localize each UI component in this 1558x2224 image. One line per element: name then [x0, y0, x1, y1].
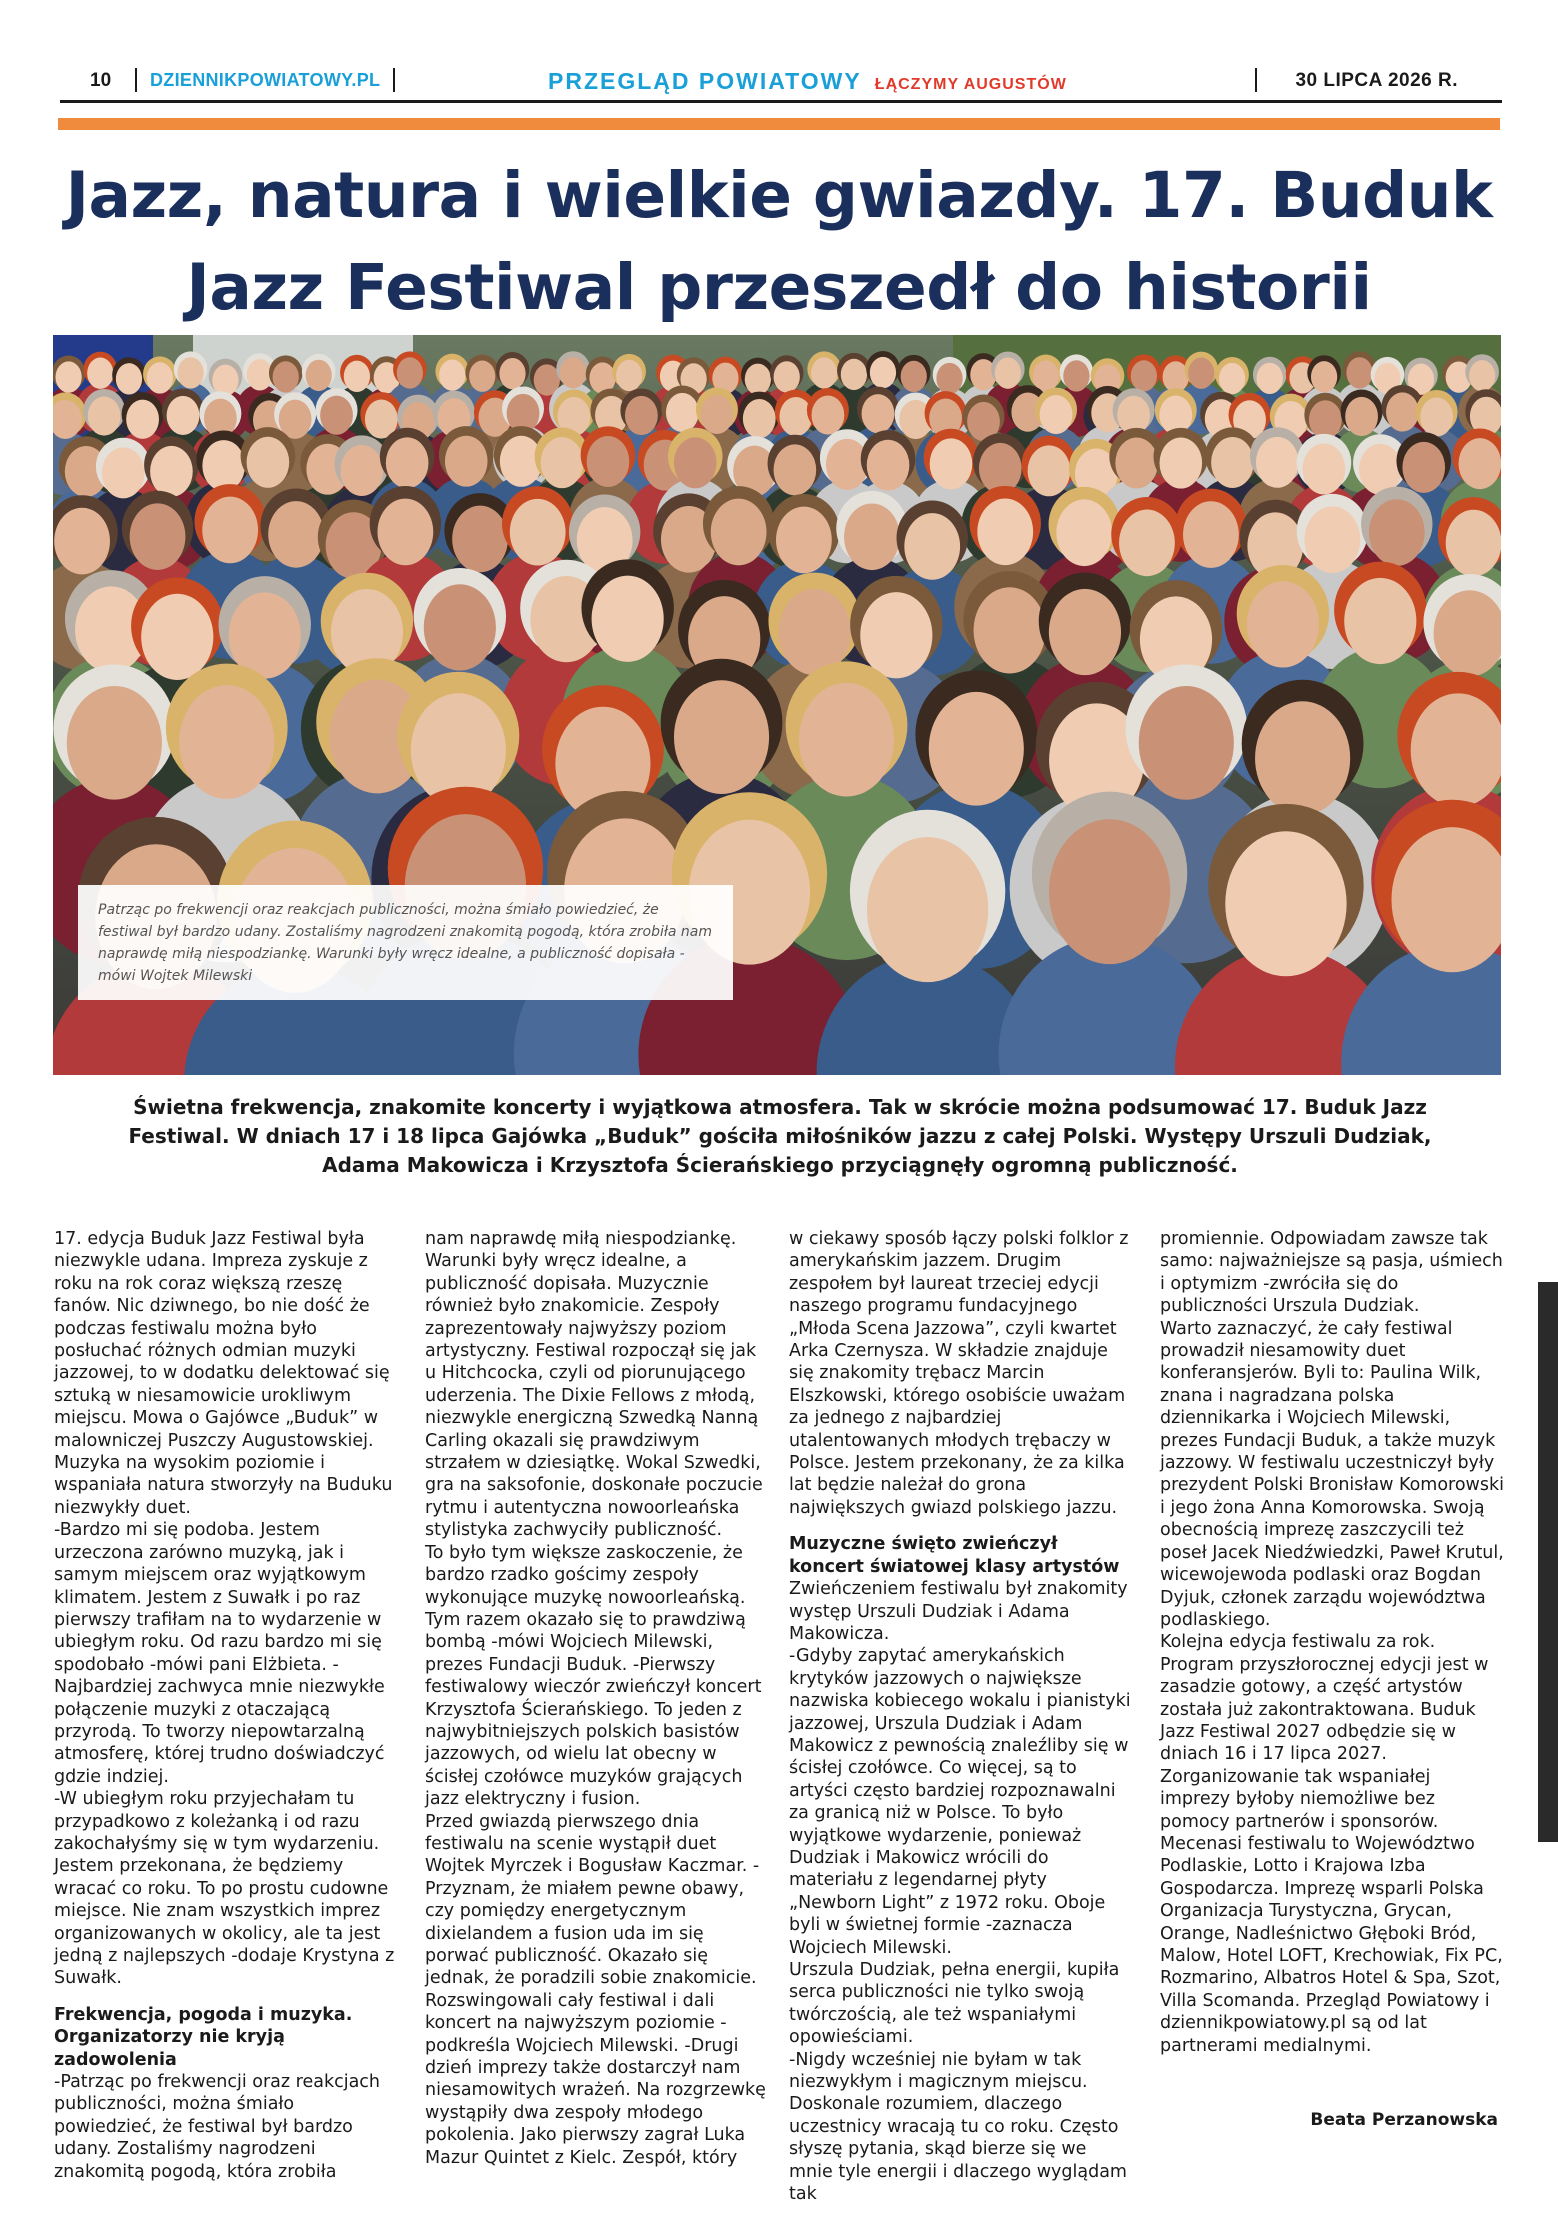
crowd-person-face — [974, 587, 1046, 673]
crowd-person-face — [147, 362, 173, 393]
crowd-person-face — [1033, 360, 1059, 391]
crowd-person-face — [1115, 438, 1158, 489]
crowd-person-face — [1056, 499, 1112, 566]
brand-title: PRZEGLĄD POWIATOWY — [548, 68, 862, 94]
crowd-person-face — [936, 363, 962, 394]
crowd-person-face — [1446, 510, 1501, 577]
crowd-person-face — [1040, 395, 1073, 434]
crowd-person-face — [977, 499, 1033, 566]
crowd-person-face — [377, 499, 433, 566]
crowd-person-face — [701, 395, 734, 434]
crowd-person-face — [1344, 578, 1416, 664]
crowd-person-face — [1183, 501, 1239, 568]
header-rule — [60, 100, 1502, 103]
crowd-person-face — [1369, 499, 1425, 566]
crowd-person-face — [1063, 360, 1089, 391]
text-column-2 — [425, 1228, 770, 2169]
crowd-person-face — [1028, 445, 1071, 496]
issue-date: 30 LIPCA 2026 R. — [1295, 70, 1458, 91]
crowd-person-face — [54, 508, 110, 575]
paragraph: -Bardzo mi się podoba. Jestem urzeczona zarówno muzyką, jak i samym miejscem oraz wyjątkowym klimatem. Jestem z Suwałk i po raz pierwszy trafiłam na to wydarzenie w ubiegłym roku. Od razu bardzo mi się spodobało -mówi pani Elżbieta. -Najbardziej zachwyca mnie niezwykłe połączenie muzyki z otaczającą przyrodą. To tworzy niepowtarzalną atmosferę, której trudno doświadczyć gdzie indziej. — [54, 1520, 385, 1787]
crowd-person-face — [1386, 392, 1419, 431]
audience-photo — [53, 335, 1501, 1075]
crowd-person-face — [811, 395, 844, 434]
crowd-person-face — [445, 436, 488, 487]
paragraph: Zorganizowanie tak wspaniałej imprezy byłoby niemożliwe bez pomocy partnerów i sponsorów. Mecenasi festiwalu to Województwo Podlaskie, Lotto i Krajowa Izba Gospodarcza. Imprezę wsparli Polska Organizacja Turystyczna, Grycan, Orange, Nadleśnictwo Głęboki Bród, Malow, Hotel LOFT, Krechowiak, Fix PC, Rozmarino, Albatros Hotel & Spa, Szot, Villa Scomanda. Przegląd Powiatowy i dziennikpowiatowy.pl są od lat partnerami medialnymi. — [1160, 1766, 1503, 2056]
subheading: Frekwencja, pogoda i muzyka. Organizatorzy nie kryją zadowolenia — [54, 2004, 353, 2070]
crowd-person-face — [811, 357, 837, 388]
text-column-1 — [54, 1228, 399, 2183]
article-headline: Jazz, natura i wielkie gwiazdy. 17. Buduk Jazz Festiwal przeszedł do historii — [65, 159, 1493, 324]
crowd-person-face — [1219, 363, 1245, 394]
crowd-person-face — [711, 499, 767, 566]
crowd-person-face — [841, 359, 867, 390]
crowd-person-face — [510, 499, 566, 566]
crowd-person-face — [1225, 831, 1346, 976]
crowd-person-face — [247, 359, 273, 390]
crowd-person-face — [130, 503, 186, 570]
paragraph: To było tym większe zaskoczenie, że bardzo rzadko gościmy zespoły wykonujące muzykę nowoorleańską. Tym razem okazało się to prawdziwą bombą -mówi Wojciech Milewski, prezes Fundacji Buduk. -Pierwszy festiwalowy wieczór zwieńczył koncert Krzysztofa Ścierańskiego. To jeden z najwybitniejszych polskich basistów jazzowych, od wielu lat obecny w ścisłej czołówce muzyków grających jazz elektryczny i fusion. — [425, 1542, 762, 1810]
photo-caption: Patrząc po frekwencji oraz reakcjach publiczności, można śmiało powiedzieć, że festiwal był bardzo udany. Zostaliśmy nagrodzeni znakomitą pogodą, która zrobiła nam naprawdę miłą niespodziankę. Warunki były wręcz idealne, a publiczność dopisała -mówi Wojtek Milewski — [78, 885, 733, 1000]
crowd-person-face — [995, 357, 1021, 388]
crowd-person-face — [126, 400, 159, 439]
crowd-person-face — [1459, 438, 1501, 489]
crowd-person-face — [867, 440, 910, 491]
crowd-person-face — [745, 364, 771, 395]
crowd-person-face — [202, 497, 258, 564]
crowd-person-face — [1139, 686, 1234, 800]
crowd-person-face — [469, 361, 495, 392]
crowd-person-face — [1309, 400, 1342, 439]
crowd-person-face — [930, 438, 973, 489]
crowd-person-face — [87, 358, 113, 389]
crowd-person-face — [273, 361, 299, 392]
crowd-person-face — [979, 443, 1022, 494]
paragraph: Urszula Dudziak, pełna energii, kupiła serca publiczności nie tylko swoją twórczością, ale też wspaniałymi opowieściami. — [789, 1960, 1120, 2048]
crowd-person-face — [247, 437, 290, 488]
page-edge-tab — [1538, 1282, 1558, 1842]
article-lead: Świetna frekwencja, znakomite koncerty i wyjątkowa atmosfera. Tak w skrócie można podsumować 17. Buduk Jazz Festiwal. W dniach 17 i 18 lipca Gajówka „Buduk” gościła miłośników jazzu z całej Polski. Występy Urszuli Dudziak, Adama Makowicza i Krzysztofa Ścierańskiego przyciągnęły ogromną publiczność. — [128, 1095, 1432, 1177]
brand-slogan: ŁĄCZYMY AUGUSTÓW — [874, 76, 1067, 93]
crowd-person-face — [774, 444, 817, 495]
crowd-person-face — [870, 357, 896, 388]
crowd-person-face — [150, 446, 193, 497]
page-header — [60, 62, 1502, 102]
crowd-person-face — [901, 361, 927, 392]
crowd-person-face — [560, 357, 586, 388]
crowd-person-face — [340, 445, 383, 496]
crowd-person-face — [344, 361, 370, 392]
subheading: Muzyczne święto zwieńczył koncert światowej klasy artystów — [789, 1534, 1120, 1577]
crowd-person-face — [1049, 819, 1170, 964]
crowd-person-face — [424, 584, 496, 670]
crowd-person-face — [397, 357, 423, 388]
crowd-person-face — [774, 361, 800, 392]
paragraph: 17. edycja Buduk Jazz Festiwal była niezwykle udana. Impreza zyskuje z roku na rok coraz większą rzeszę fanów. Nic dziwnego, bo nie dość że podczas festiwalu można było posłuchać różnych odmian muzyki jazzowej, to w dodatku delektować się sztuką w niesamowicie urokliwym miejscu. Mowa o Gajówce „Buduk” w malowniczej Puszczy Augustowskiej. Muzyka na wysokim poziomie i wspaniała natura stworzyły na Buduku niezwykły duet. — [54, 1229, 393, 1518]
crowd-person-face — [179, 685, 274, 799]
crowd-person-face — [1119, 510, 1175, 577]
crowd-person-face — [1402, 442, 1445, 493]
header-separator — [1255, 68, 1257, 92]
crowd-person-face — [776, 507, 832, 574]
crowd-person-face — [306, 360, 332, 391]
crowd-person-face — [616, 360, 642, 391]
paragraph: Zwieńczeniem festiwalu był znakomity występ Urszuli Dudziak i Adama Makowicza. — [789, 1579, 1128, 1644]
crowd-person-face — [67, 686, 162, 800]
crowd-person-face — [1160, 438, 1203, 489]
crowd-person-face — [499, 358, 525, 389]
paragraph: Kolejna edycja festiwalu za rok. Program przyszłorocznej edycji jest w zasadzie gotowy, a część artystów została już zakontraktowana. Buduk Jazz Festiwal 2027 odbędzie się w dniach 16 i 17 lipca 2027. — [1160, 1632, 1489, 1765]
paragraph: -Gdyby zapytać amerykańskich krytyków jazzowych o największe nazwiska kobiecego wokalu i pianistyki jazzowej, Urszula Dudziak i Adam Makowicz z pewnością znaleźliby się w ścisłej czołówce. Co więcej, są to artyści często bardziej rozpoznawalni za granicą niż w Polsce. To było wyjątkowe wydarzenie, ponieważ Dudziak i Makowicz wrócili do materiału z legendarnej płyty „Newborn Light” z 1972 roku. Oboje byli w świetnej formie -zaznacza Wojciech Milewski. — [789, 1646, 1131, 1958]
crowd-person-face — [1303, 443, 1346, 494]
crowd-person-face — [1345, 397, 1378, 436]
crowd-person-face — [1247, 581, 1319, 667]
crowd-person-face — [268, 501, 324, 568]
paragraph: Warto zaznaczyć, że cały festiwal prowadził niesamowity duet konferansjerów. Byli to: Paulina Wilk, znana i nagradzana polska dziennikarka i Wojciech Milewski, prezes Fundacji Buduk, a także muzyk jazzowy. W festiwalu uczestniczył były prezydent Polski Bronisław Komorowski i jego żona Anna Komorowska. Swoją obecnością imprezę zaszczycili też poseł Jacek Niedźwiedzki, Paweł Krutul, wicewojewoda podlaski oraz Bogdan Dyjuk, członek zarządu województwa podlaskiego. — [1160, 1318, 1504, 1630]
crowd-person-face — [439, 360, 465, 391]
crowd-person-face — [452, 506, 508, 573]
crowd-person-face — [904, 513, 960, 580]
crowd-person-face — [386, 437, 429, 488]
text-column-4 — [1160, 1228, 1505, 2057]
crowd-person-face — [212, 365, 238, 396]
header-separator — [135, 68, 137, 92]
orange-rule — [58, 118, 1500, 130]
crowd-person-face — [844, 503, 900, 570]
crowd-person-face — [1188, 358, 1214, 389]
crowd-person-face — [1304, 506, 1360, 573]
paragraph: -W ubiegłym roku przyjechałam tu przypadkowo z koleżanką i od razu zakochałyśmy się w tym wydarzeniu. Jestem przekonana, że będziemy wracać co roku. To po prostu cudowne miejsce. Nie znam wszystkich imprez organizowanych w okolicy, ale ta jest jedną z najlepszych -dodaje Krystyna z Suwałk. — [54, 1789, 395, 1989]
crowd-person-face — [1469, 360, 1495, 391]
crowd-person-face — [592, 576, 664, 662]
paragraph: Przed gwiazdą pierwszego dnia festiwalu na scenie wystąpił duet Wojtek Myrczek i Bogusław Kaczmar. -Przyznam, że miałem pewne obawy, czy pomiędzy energetycznym dixielandem a fusion uda im się porwać publiczność. Okazało się jednak, że poradzili sobie znakomicie. Rozswingowali cały festiwal i dali koncert na najwyższym poziomie -podkreśla Wojciech Milewski. -Drugi dzień imprezy także dostarczył nam niesamowitych wrażeń. Na rozgrzewkę wystąpiły dwa zespoły młodego pokolenia. Jako pierwszy zagrał Luka Mazur Quintet z Kielc. Zespół, który — [425, 1811, 766, 2168]
text-column-3 — [789, 1228, 1134, 2205]
paragraph: nam naprawdę miłą niespodziankę. Warunki były wręcz idealne, a publiczność dopisała. Muzycznie również było znakomicie. Zespoły zaprezentowały najwyższy poziom artystyczny. Festiwal rozpoczął się jak u Hitchcocka, czyli od piorunującego uderzenia. The Dixie Fellows z młodą, niezwykle energiczną Szwedką Nanną Carling okazali się prawdziwym strzałem w dziesiątkę. Wokal Szwedki, gra na saksofonie, doskonałe poczucie rytmu i autentyczna nowoorleańska stylistyka zachwyciły publiczność. — [425, 1229, 763, 1541]
paragraph: -Nigdy wcześniej nie byłam w tak niezwykłym i magicznym miejscu. Doskonale rozumiem, dlaczego uczestnicy wracają tu co roku. Często słyszę pytania, skąd bierze się we mnie tyle energii i dlaczego wyglądam tak — [789, 2049, 1127, 2205]
crowd-person-face — [674, 680, 769, 794]
crowd-person-face — [1257, 363, 1283, 394]
crowd-person-face — [1346, 357, 1372, 388]
paragraph: w ciekawy sposób łączy polski folklor z amerykańskim jazzem. Drugim zespołem był laureat trzeciej edycji naszego programu fundacyjnego „Młoda Scena Jazzowa”, czyli kwartet Arka Czernysza. W składzie znajduje się znakomity trębacz Marcin Elszkowski, którego osobiście uważam za jednego z najbardziej utalentowanych młodych trębaczy w Polsce. Jestem przekonany, że za kilka lat będzie należał do grona największych gwiazd polskiego jazzu. — [789, 1229, 1129, 1518]
crowd-person-face — [1049, 589, 1121, 675]
crowd-person-face — [1211, 437, 1254, 488]
header-separator — [393, 68, 395, 92]
paragraph: promiennie. Odpowiadam zawsze tak samo: najważniejsze są pasja, uśmiech i optymizm -zwróciła się do publiczności Urszula Dudziak. — [1160, 1229, 1503, 1317]
page-number: 10 — [90, 70, 112, 91]
crowd-person-face — [88, 396, 121, 435]
crowd-person-face — [1255, 701, 1350, 815]
paragraph: -Patrząc po frekwencji oraz reakcjach publiczności, można śmiało powiedzieć, że festiwal był bardzo udany. Zostaliśmy nagrodzeni znakomitą pogodą, która zrobiła — [54, 2072, 381, 2182]
crowd-person-face — [167, 396, 200, 435]
crowd-person-face — [1256, 437, 1299, 488]
publication-brand — [548, 68, 1067, 95]
crowd-person-face — [779, 397, 812, 436]
crowd-person-face — [116, 363, 142, 394]
crowd-person-face — [587, 436, 630, 487]
crowd-person-face — [867, 837, 988, 982]
article-author: Beata Perzanowska — [1310, 2110, 1498, 2130]
crowd-person-face — [320, 396, 353, 435]
crowd-person-face — [55, 361, 81, 392]
crowd-person-face — [1311, 361, 1337, 392]
crowd-person-face — [862, 394, 895, 433]
crowd-person-face — [674, 437, 717, 488]
crowd-person-face — [743, 399, 776, 438]
crowd-person-face — [541, 437, 584, 488]
crowd-person-face — [141, 594, 213, 680]
crowd-person-face — [202, 440, 245, 491]
crowd-person-face — [929, 692, 1024, 806]
crowd-person-face — [102, 447, 145, 498]
crowd-person-face — [860, 592, 932, 678]
crowd-person-face — [1131, 360, 1157, 391]
site-name: DZIENNIKPOWIATOWY.PL — [150, 70, 381, 90]
crowd-person-face — [1420, 397, 1453, 436]
crowd-person-face — [799, 683, 894, 797]
crowd-person-face — [177, 357, 203, 388]
crowd-person-face — [666, 393, 699, 432]
crowd-person-face — [625, 396, 658, 435]
